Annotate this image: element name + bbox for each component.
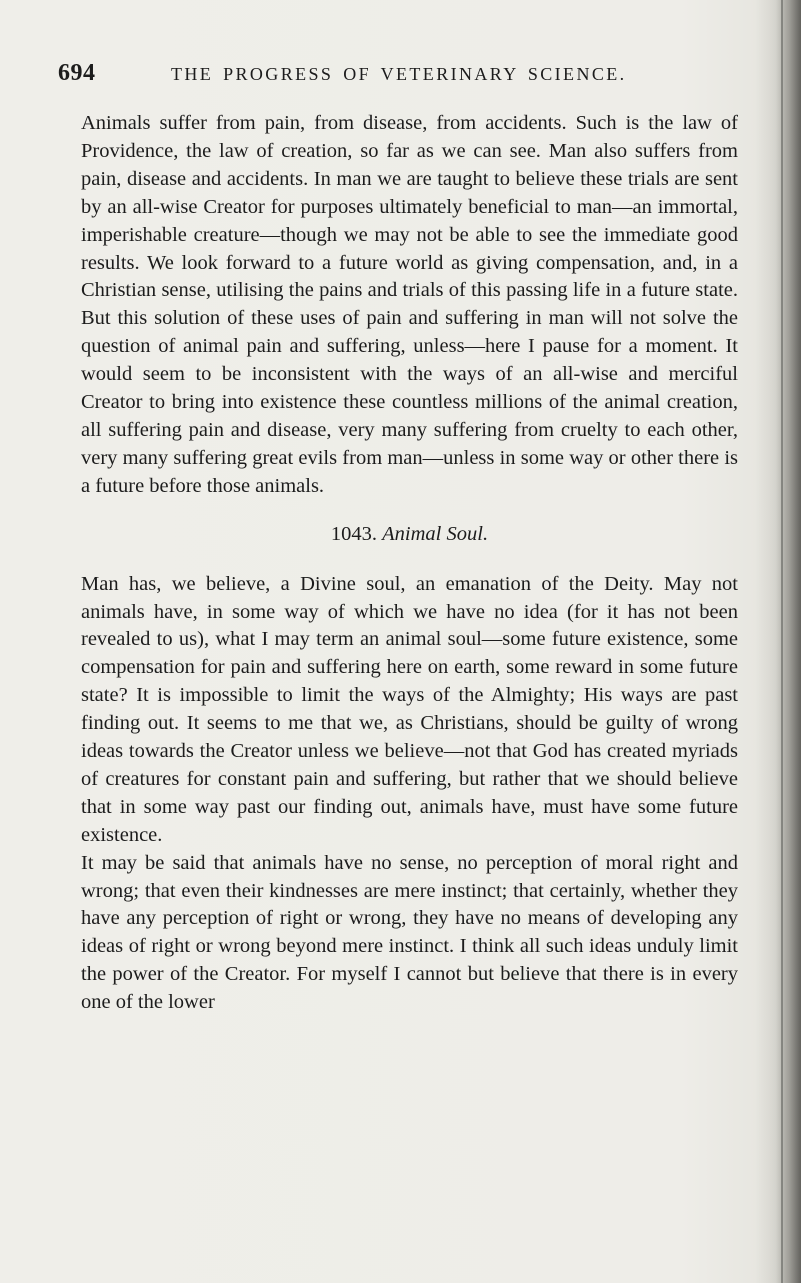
section-title: Animal Soul.	[382, 522, 489, 545]
paragraph-3: It may be said that animals have no sense, no perception of moral right and wrong; that even their kindnesses are mere instinct; that certainly, whether they have any perception of right or wrong, they have no means of developing any ideas of right or wrong beyond mere instinct. I think all such ideas unduly limit the power of the Creator. For myself I cannot but believe that there is in every one of the lower	[81, 851, 738, 1014]
section-number: 1043.	[330, 522, 378, 545]
page-header	[58, 60, 738, 96]
paragraph-1: Animals suffer from pain, from disease, from accidents. Such is the law of Providence, the law of creation, so far as we can see. Man also suffers from pain, disease and accidents. In man we are taught to believe these trials are sent by an all-wise Creator for purposes ultimately beneficial to man—an immortal, imperishable creature—though we may not be able to see the immediate good results. We look forward to a future world as giving compensation, and, in a Christian sense, utilising the pains and trials of this passing life in a future state. But this solution of these uses of pain and suffering in man will not solve the question of animal pain and suffering, unless—here I pause for a moment. It would seem to be inconsistent with the ways of an all-wise and merciful Creator to bring into existence these countless millions of the animal creation, all suffering pain and disease, very many suffering from cruelty to each other, very many suffering great evils from man—unless in some way or other there is a future before those animals.	[81, 112, 738, 497]
section-heading	[81, 521, 738, 549]
running-title: THE PROGRESS OF VETERINARY SCIENCE.	[171, 64, 627, 84]
body-text	[81, 110, 738, 1017]
page-number: 694	[58, 60, 96, 86]
page-edge-shadow	[755, 0, 801, 1283]
page-edge-line	[781, 0, 783, 1283]
paragraph-2: Man has, we believe, a Divine soul, an emanation of the Deity. May not animals have, in some way of which we have no idea (for it has not been revealed to us), what I may term an animal soul—some future existence, some compensation for pain and suffering here on earth, some reward in some future state? It is impossible to limit the ways of the Almighty; His ways are past finding out. It seems to me that we, as Christians, should be guilty of wrong ideas towards the Creator unless we believe—not that God has created myriads of creatures for constant pain and suffering, but rather that we should believe that in some way past our finding out, animals have, must have some future existence.	[81, 572, 738, 846]
